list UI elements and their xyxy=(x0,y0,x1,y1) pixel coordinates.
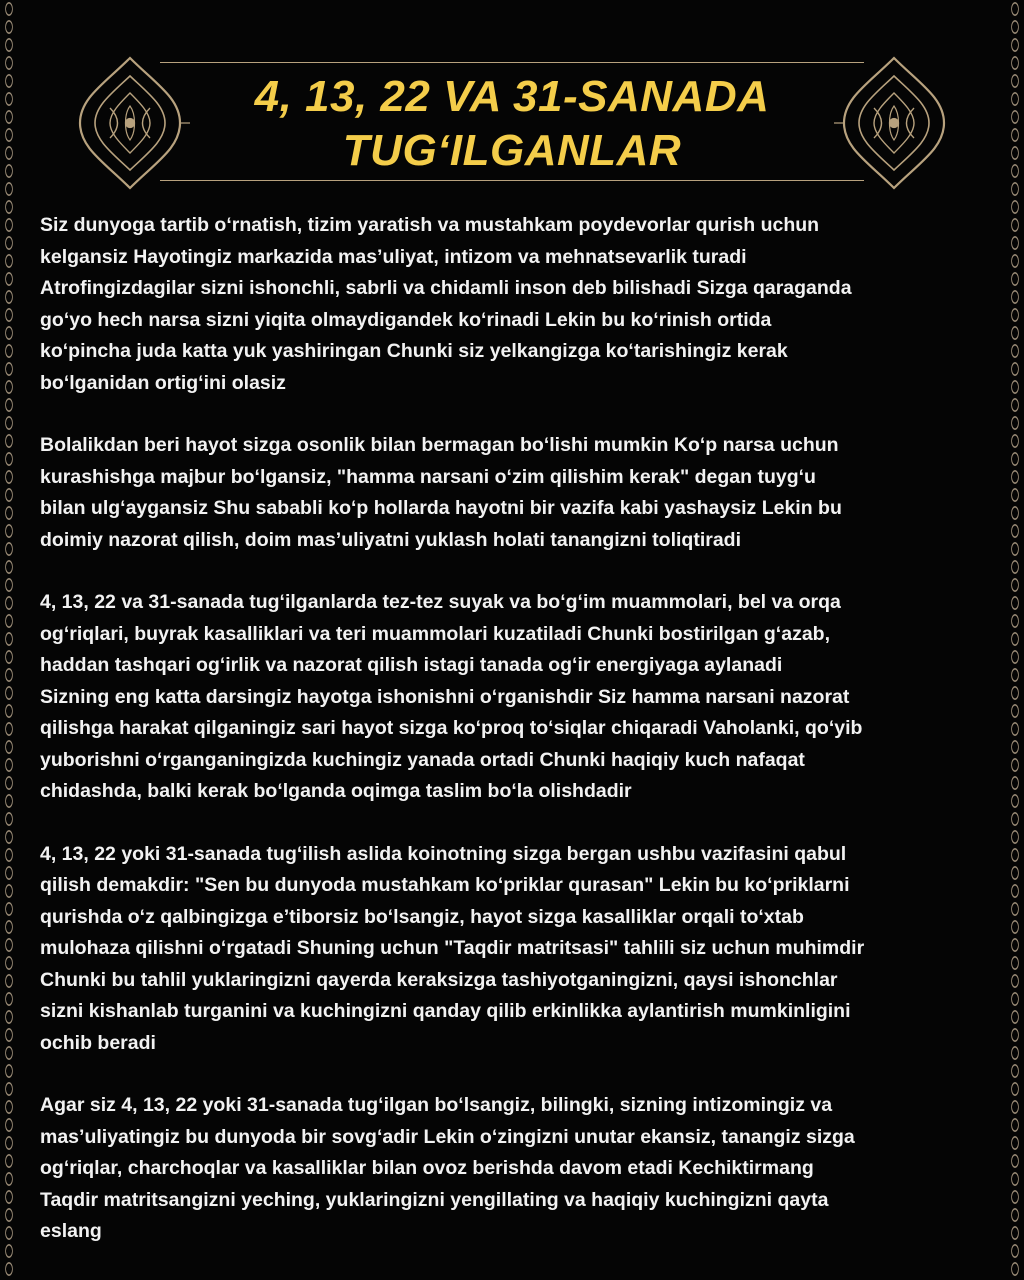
header xyxy=(70,40,954,200)
header-top-rule xyxy=(160,62,864,63)
article-body xyxy=(40,210,995,1279)
right-chain-border xyxy=(1008,0,1022,1280)
paragraph-1: Siz dunyoga tartib oʻrnatish, tizim yaratish va mustahkam poydevorlar qurish uchun kelgansiz Hayotingiz markazida mas’uliyat, intizom va mehnatsevarlik turadi Atrofingizdagilar sizni ishonchli, sabrli va chidamli inson deb bilishadi Sizga qaraganda goʻyo hech narsa sizni yiqita olmaydigandek koʻrinadi Lekin bu koʻrinish ortida koʻpincha juda katta yuk yashiringan Chunki siz yelkangizga koʻtarishingiz kerak boʻlganidan ortigʻini olasiz xyxy=(40,214,852,394)
paragraph-2: Bolalikdan beri hayot sizga osonlik bilan bermagan boʻlishi mumkin Koʻp narsa uchun kurashishga majbur boʻlgansiz, "hamma narsani oʻzim qilishim kerak" degan tuygʻu bilan ulgʻaygansiz Shu sababli koʻp hollarda hayotni bir vazifa kabi yashaysiz Lekin bu doimiy nazorat qilish, doim mas’uliyatni yuklash holati tanangizni toliqtiradi xyxy=(40,434,842,551)
header-bottom-rule xyxy=(160,180,864,181)
paragraph-3: 4, 13, 22 va 31-sanada tugʻilganlarda tez-tez suyak va boʻgʻim muammolari, bel va orqa ogʻriqlari, buyrak kasalliklari va teri muammolari kuzatiladi Chunki bostirilgan gʻazab, haddan tashqari ogʻirlik va nazorat qilish istagi tanada ogʻir energiyaga aylanadi Sizning eng katta darsingiz hayotga ishonishni oʻrganishdir Siz hamma narsani nazorat qilishga harakat qilganingiz sari hayot sizga koʻproq toʻsiqlar chiqaradi Vaholanki, qoʻyib yuborishni oʻrganganingizda kuchingiz yanada ortadi Chunki haqiqiy kuch nafaqat chidashda, balki kerak boʻlganda oqimga taslim boʻla olishdadir xyxy=(40,591,863,802)
arabesque-ornament-icon xyxy=(70,48,190,198)
arabesque-ornament-icon xyxy=(834,48,954,198)
left-chain-border xyxy=(2,0,16,1280)
title-line-2: TUG‘ILGANLAR xyxy=(342,126,682,175)
paragraph-4: 4, 13, 22 yoki 31-sanada tugʻilish aslida koinotning sizga bergan ushbu vazifasini qabul qilish demakdir: "Sen bu dunyoda mustahkam koʻpriklar qurasan" Lekin bu koʻpriklarni qurishda oʻz qalbingizga e’tiborsiz boʻlsangiz, hayot sizga kasalliklar orqali toʻxtab mulohaza qilishni oʻrgatadi Shuning uchun "Taqdir matritsasi" tahlili siz uchun muhimdir Chunki bu tahlil yuklaringizni qayerda keraksizga tashiyotganingizni, qaysi ishonchlar sizni kishanlab turganini va kuchingizni qanday qilib erkinlikka aylantirish mumkinligini ochib beradi xyxy=(40,842,865,1054)
page-title xyxy=(190,70,834,178)
paragraph-5: Agar siz 4, 13, 22 yoki 31-sanada tugʻilgan boʻlsangiz, bilingki, sizning intizomingiz va mas’uliyatingiz bu dunyoda bir sovgʻadir Lekin oʻzingizni unutar ekansiz, tanangiz sizga ogʻriqlar, charchoqlar va kasalliklar bilan ovoz berishda davom etadi Kechiktirmang Taqdir matritsangizni yeching, yuklaringizni yengillating va haqiqiy kuchingizni qayta eslang xyxy=(40,1094,855,1242)
title-line-1: 4, 13, 22 VA 31-SANADA xyxy=(254,72,770,121)
